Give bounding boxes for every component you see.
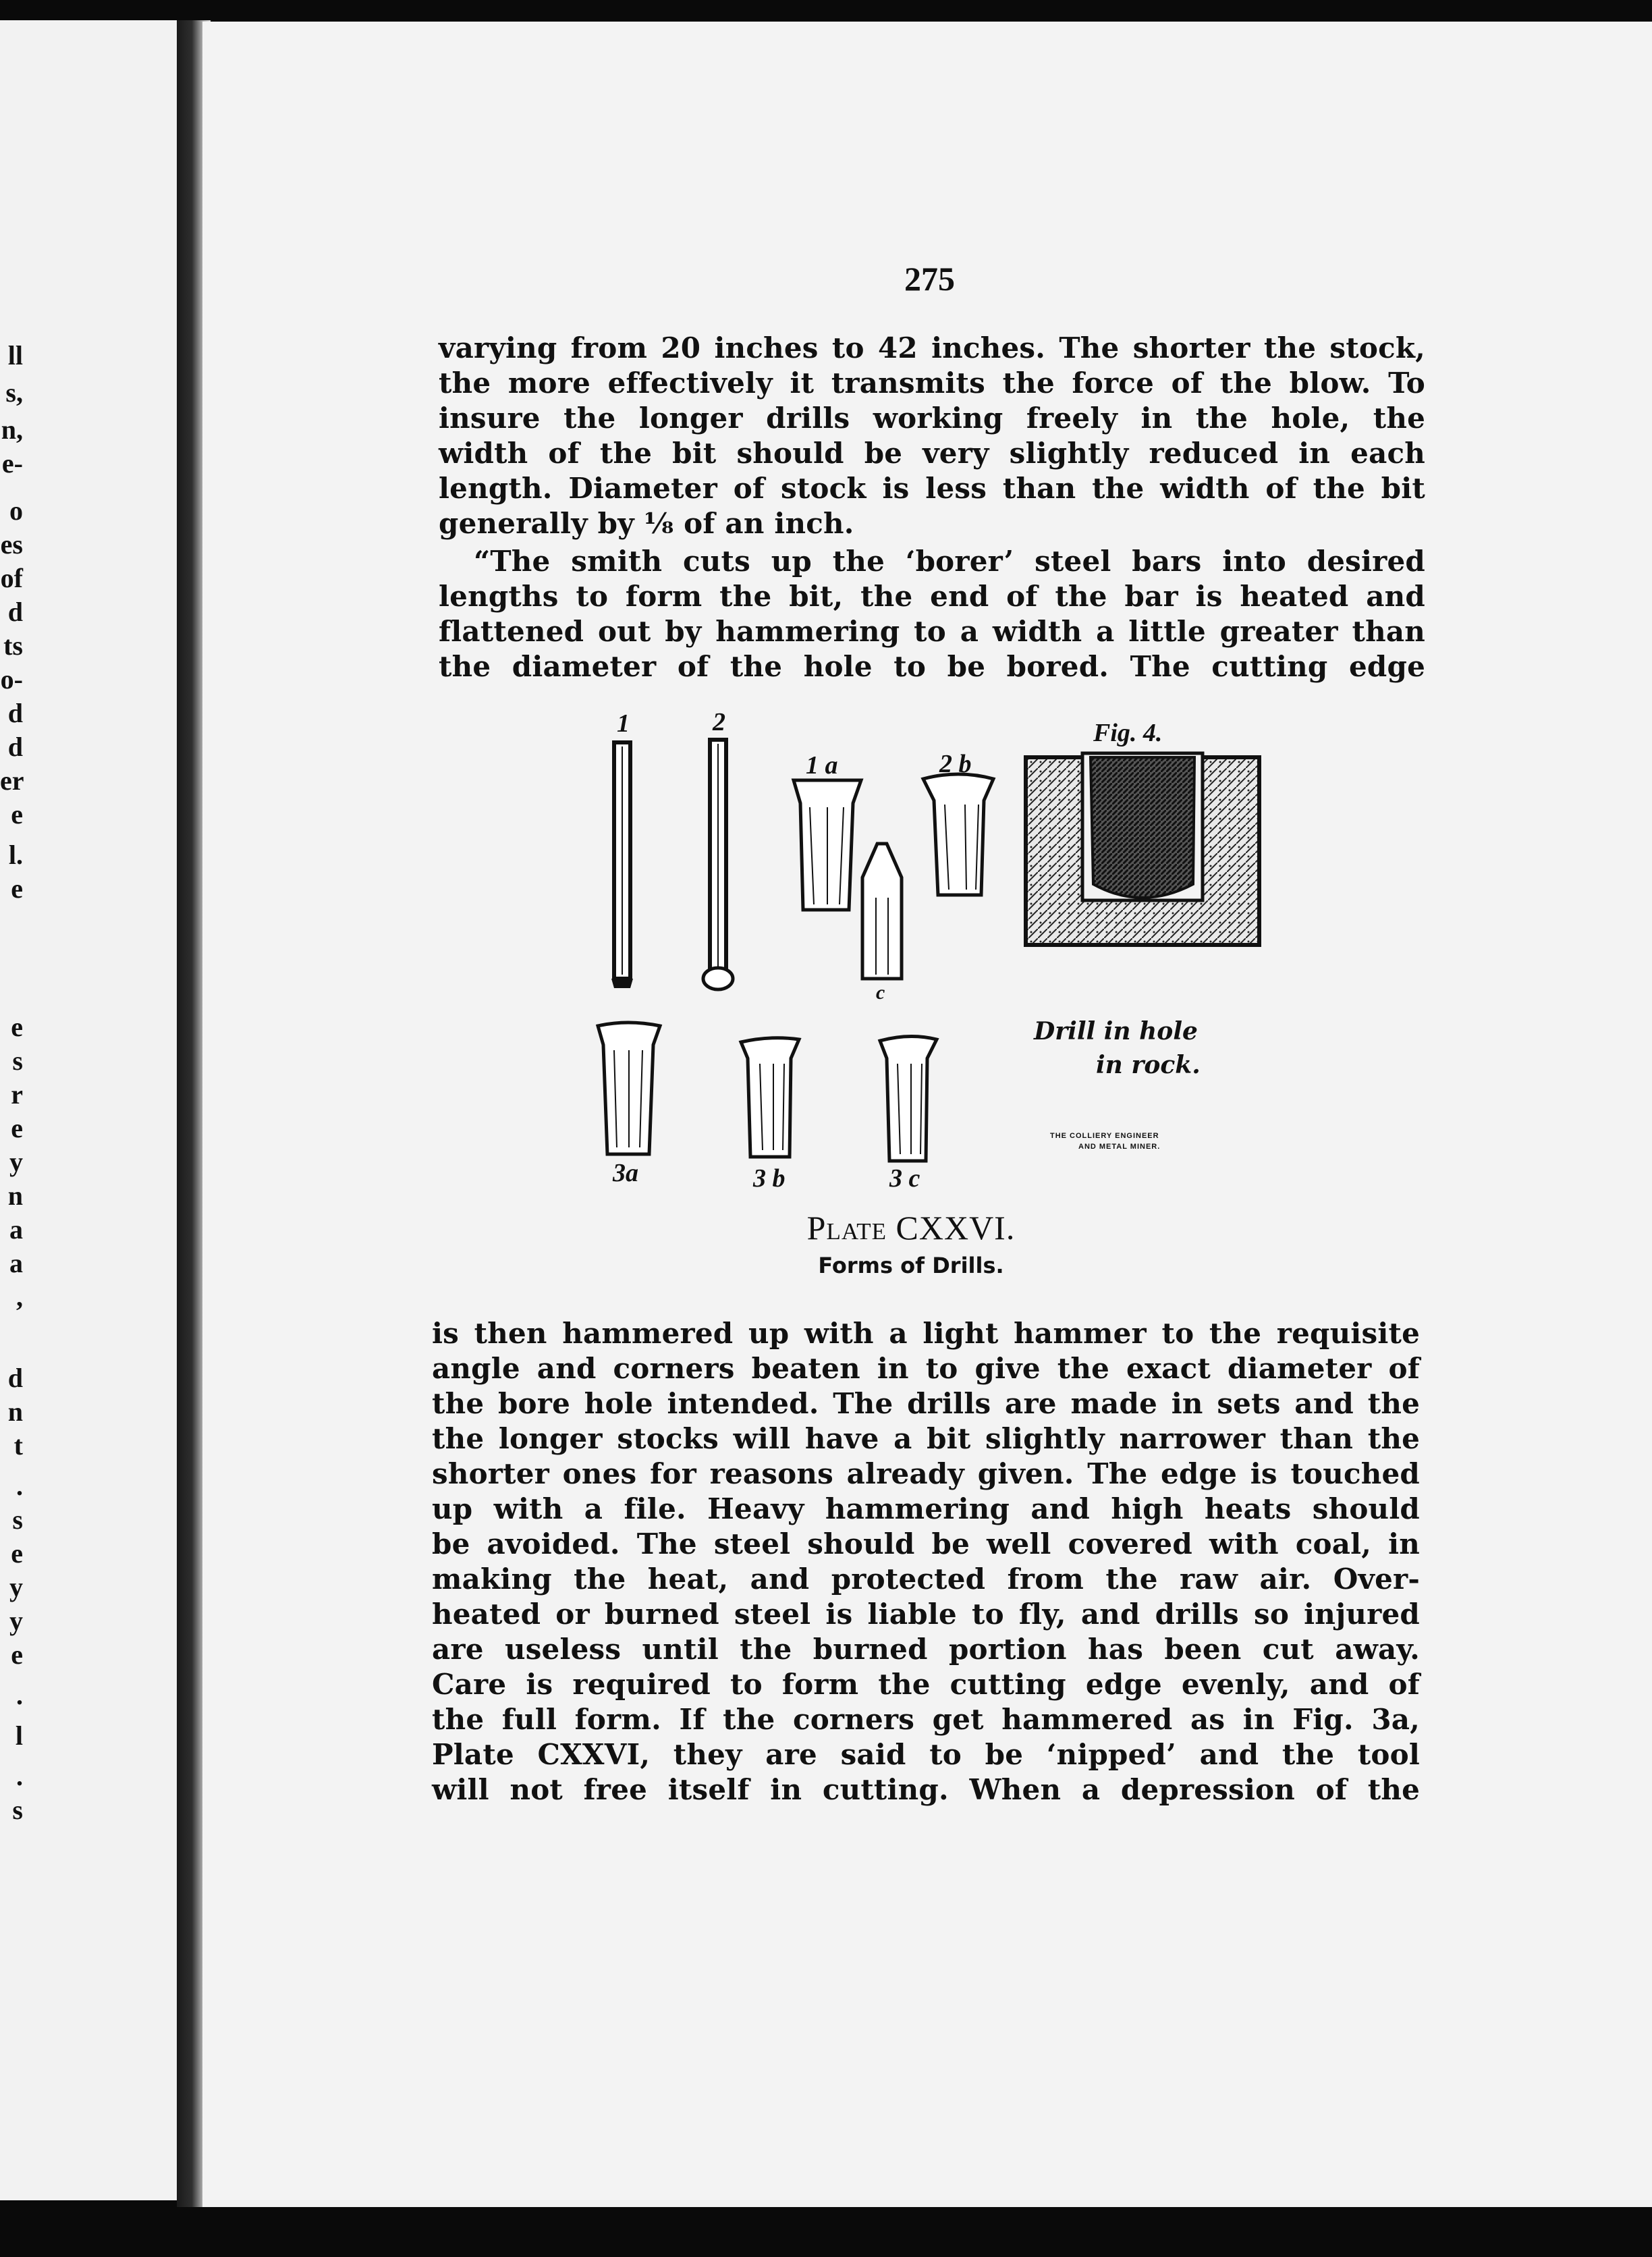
text-line: length. Diameter of stock is less than the width of the bit bbox=[439, 472, 1425, 505]
bit-c-pointed bbox=[862, 844, 902, 979]
left-margin-fragment: d bbox=[7, 1363, 23, 1393]
left-margin-fragment: l bbox=[15, 1720, 23, 1751]
label-2: 2 bbox=[713, 708, 725, 736]
left-margin-fragment: e bbox=[11, 1113, 23, 1143]
text-line: Plate CXXVI, they are said to be ‘nipped’ and the tool bbox=[432, 1738, 1420, 1771]
left-margin-fragment: . bbox=[16, 1471, 23, 1501]
text-line: will not free itself in cutting. When a depression of the bbox=[432, 1773, 1420, 1806]
label-1: 1 bbox=[617, 709, 630, 738]
left-margin-fragment: e bbox=[11, 1639, 23, 1670]
left-margin-fragment: y bbox=[9, 1606, 23, 1636]
bit-3c bbox=[880, 1036, 937, 1161]
drill-2-rod bbox=[703, 740, 733, 989]
text-line: varying from 20 inches to 42 inches. The shorter the stock, bbox=[439, 331, 1425, 364]
left-margin-fragment: e bbox=[11, 1538, 23, 1569]
text-line: lengths to form the bit, the end of the bar is heated and bbox=[439, 580, 1425, 613]
drill-1-rod bbox=[611, 742, 633, 988]
label-3a: 3a bbox=[613, 1159, 638, 1187]
text-line: the full form. If the corners get hammered as in Fig. 3a, bbox=[432, 1703, 1420, 1736]
left-margin-fragment: o- bbox=[0, 664, 23, 695]
left-margin-fragment: y bbox=[9, 1572, 23, 1602]
drill-forms-figure bbox=[594, 702, 1269, 1201]
left-margin-fragment: s, bbox=[5, 377, 23, 408]
bit-3b bbox=[741, 1038, 799, 1157]
text-line: is then hammered up with a light hammer to the requisite bbox=[432, 1317, 1420, 1350]
left-margin-fragment: ll bbox=[7, 340, 23, 371]
paragraph-2 bbox=[439, 544, 1425, 684]
left-margin-fragment: es bbox=[0, 529, 23, 560]
left-margin-fragment: y bbox=[9, 1147, 23, 1177]
text-line: the bore hole intended. The drills are made in sets and the bbox=[432, 1387, 1420, 1420]
left-margin-fragment: , bbox=[16, 1282, 23, 1312]
left-margin-fragment: r bbox=[11, 1079, 23, 1110]
label-2b: 2 b bbox=[939, 750, 972, 778]
text-line: the longer stocks will have a bit slightly narrower than the bbox=[432, 1422, 1420, 1455]
fig-4-caption-line-1: Drill in hole bbox=[1034, 1017, 1198, 1045]
text-line: flattened out by hammering to a width a little greater than bbox=[439, 615, 1425, 648]
text-line: up with a file. Heavy hammering and high heats should bbox=[432, 1492, 1420, 1525]
text-line: insure the longer drills working freely in the hole, the bbox=[439, 402, 1425, 435]
drill-in-rock-diagram bbox=[1026, 753, 1259, 945]
left-margin-fragment: s bbox=[12, 1795, 23, 1825]
label-1a: 1 a bbox=[806, 751, 838, 780]
text-line: angle and corners beaten in to give the exact diameter of bbox=[432, 1352, 1420, 1385]
left-margin-fragment: d bbox=[7, 732, 23, 762]
bit-1a bbox=[794, 780, 861, 910]
text-line: Care is required to form the cutting edge evenly, and of bbox=[432, 1668, 1420, 1701]
left-margin-fragment: n, bbox=[1, 414, 23, 445]
text-line: making the heat, and protected from the raw air. Over- bbox=[432, 1562, 1420, 1596]
text-line: the diameter of the hole to be bored. The cutting edge bbox=[439, 650, 1425, 683]
left-margin-fragment: t bbox=[13, 1430, 23, 1461]
left-margin-fragment: e bbox=[11, 1012, 23, 1042]
text-line: be avoided. The steel should be well covered with coal, in bbox=[432, 1527, 1420, 1560]
left-margin-fragment: er bbox=[0, 765, 24, 796]
label-3c: 3 c bbox=[889, 1164, 920, 1193]
left-margin-fragment: s bbox=[12, 1045, 23, 1076]
left-margin-fragment: e bbox=[11, 799, 23, 830]
left-margin-fragment: n bbox=[7, 1396, 23, 1427]
left-margin-fragment: e- bbox=[1, 448, 23, 479]
left-margin-fragment: . bbox=[16, 1680, 23, 1710]
paragraph-1 bbox=[439, 331, 1425, 541]
label-3b: 3 b bbox=[753, 1164, 786, 1193]
left-margin-fragment: a bbox=[9, 1214, 23, 1245]
figure-credit-line-1: THE COLLIERY ENGINEER bbox=[1050, 1132, 1159, 1140]
text-line: width of the bit should be very slightly reduced in each bbox=[439, 437, 1425, 470]
paragraph-3 bbox=[432, 1316, 1420, 1807]
text-line: “The smith cuts up the ‘borer’ steel bars into desired bbox=[474, 545, 1425, 578]
left-margin-fragment: d bbox=[7, 597, 23, 627]
plate-subtitle: Forms of Drills. bbox=[818, 1253, 1004, 1278]
page-number: 275 bbox=[904, 260, 955, 298]
text-line: the more effectively it transmits the force of the blow. To bbox=[439, 366, 1425, 400]
left-margin-fragment: s bbox=[12, 1504, 23, 1535]
left-margin-fragment: d bbox=[7, 698, 23, 728]
text-line: generally by ⅛ of an inch. bbox=[439, 507, 854, 540]
left-margin-fragment: o bbox=[9, 495, 23, 526]
plate-title: Plate CXXVI. bbox=[806, 1209, 1016, 1247]
label-c: c bbox=[876, 981, 885, 1004]
left-margin-fragment: ts bbox=[3, 630, 23, 661]
left-margin-fragment: e bbox=[11, 873, 23, 904]
label-fig-4: Fig. 4. bbox=[1093, 719, 1163, 747]
left-margin-fragment: n bbox=[7, 1180, 23, 1211]
left-margin-fragment: . bbox=[16, 1761, 23, 1791]
bit-2b bbox=[923, 774, 993, 895]
text-line: heated or burned steel is liable to fly, and drills so injured bbox=[432, 1598, 1420, 1631]
left-margin-fragment: a bbox=[9, 1248, 23, 1278]
left-page-edge bbox=[0, 20, 196, 2200]
left-margin-fragment: l. bbox=[8, 840, 23, 870]
figure-credit-line-2: AND METAL MINER. bbox=[1078, 1143, 1161, 1151]
bit-3a bbox=[598, 1023, 660, 1154]
text-line: are useless until the burned portion has been cut away. bbox=[432, 1633, 1420, 1666]
drill-illustration bbox=[594, 702, 1269, 1201]
left-margin-fragment: of bbox=[0, 563, 23, 593]
text-line: shorter ones for reasons already given. The edge is touched bbox=[432, 1457, 1420, 1490]
fig-4-caption-line-2: in rock. bbox=[1096, 1051, 1201, 1079]
bottom-scan-border bbox=[0, 2207, 1652, 2257]
